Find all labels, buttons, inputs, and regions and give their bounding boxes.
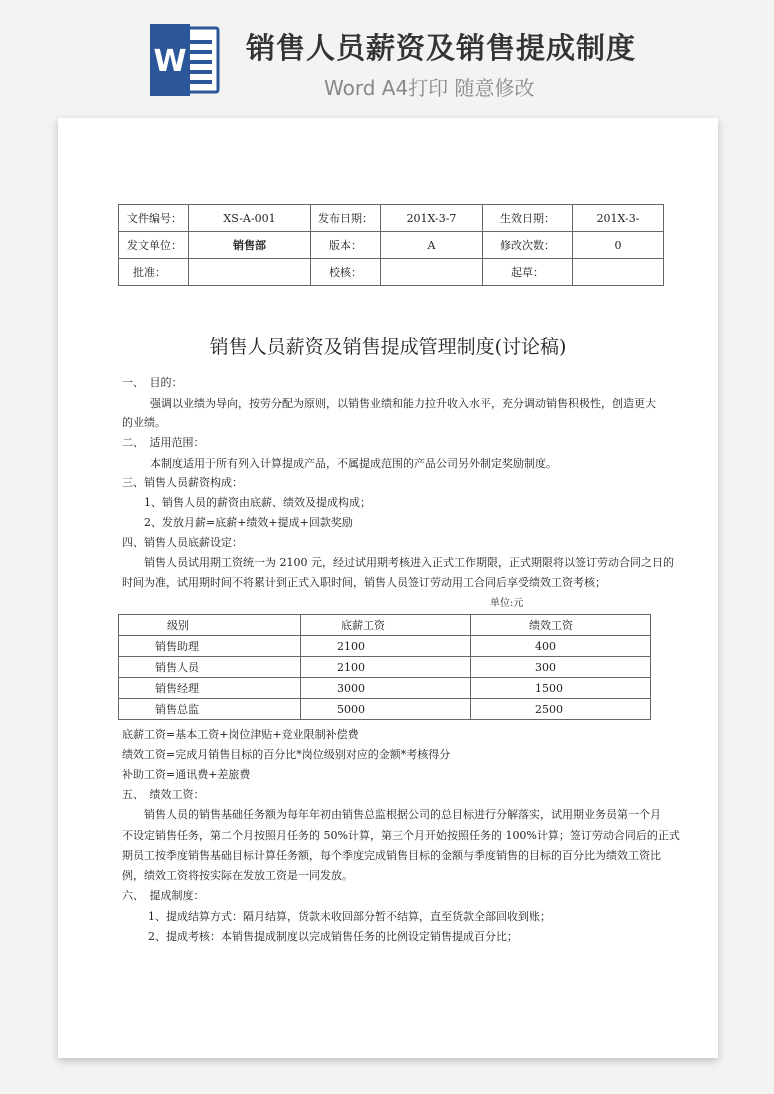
header-subtitle: Word A4打印 随意修改 [324, 76, 535, 100]
table-header: 级别 [119, 615, 301, 636]
document-info-table [118, 204, 664, 286]
paragraph-line: 本制度适用于所有列入计算提成产品，不属提成范围的产品公司另外制定奖励制度。 [150, 457, 557, 470]
paragraph-line: 强调以业绩为导向，按劳分配为原则，以销售业绩和能力拉升收入水平，充分调动销售积极性，创造更大 [150, 397, 656, 410]
section-heading: 六、 提成制度： [122, 889, 205, 902]
info-cell: A [381, 232, 483, 259]
table-cell: 300 [471, 657, 651, 678]
section-heading: 五、 绩效工资： [122, 788, 205, 801]
info-cell: 校核： [311, 259, 381, 286]
list-item: 2、发放月薪=底薪+绩效+提成+回款奖励 [144, 516, 353, 529]
paragraph-line: 销售人员试用期工资统一为 2100 元，经过试用期考核进入正式工作期限，正式期限将以签订劳动合同之日的 [144, 556, 674, 569]
paragraph-line: 的业绩。 [122, 416, 166, 429]
info-cell [189, 259, 311, 286]
table-cell: 400 [471, 636, 651, 657]
info-row [119, 232, 664, 259]
svg-text:W: W [153, 44, 187, 79]
section-heading: 三、销售人员薪资构成： [122, 476, 243, 489]
info-cell: 起草： [483, 259, 573, 286]
paragraph-line: 时间为准，试用期时间不将累计到正式入职时间，销售人员签订劳动用工合同后享受绩效工资考核； [122, 576, 606, 589]
info-cell: 版本： [311, 232, 381, 259]
info-cell: 批准： [119, 259, 189, 286]
info-cell: XS-A-001 [189, 205, 311, 232]
table-cell: 销售总监 [119, 699, 301, 720]
list-item: 1、销售人员的薪资由底薪、绩效及提成构成； [144, 496, 371, 509]
table-cell: 2100 [301, 636, 471, 657]
info-cell: 修改次数： [483, 232, 573, 259]
paragraph-line: 不设定销售任务，第二个月按照月任务的 50%计算，第三个月开始按照任务的 100%计算；签订劳动合同后的正式 [122, 829, 680, 842]
salary-grade-table [118, 614, 651, 720]
table-cell: 销售经理 [119, 678, 301, 699]
info-cell [573, 259, 664, 286]
formula-line: 底薪工资=基本工资+岗位津贴+竞业限制补偿费 [122, 728, 359, 741]
table-row [119, 636, 651, 657]
info-cell: 发布日期： [311, 205, 381, 232]
table-cell: 销售助理 [119, 636, 301, 657]
paragraph-line: 例，绩效工资将按实际在发放工资是一同发放。 [122, 869, 353, 882]
info-cell [381, 259, 483, 286]
table-header: 底薪工资 [301, 615, 471, 636]
info-row [119, 259, 664, 286]
table-cell: 2100 [301, 657, 471, 678]
table-row [119, 699, 651, 720]
info-cell: 发文单位： [119, 232, 189, 259]
section-heading: 一、 目的： [122, 376, 183, 389]
info-cell: 销售部 [189, 232, 311, 259]
table-row [119, 657, 651, 678]
info-cell: 文件编号： [119, 205, 189, 232]
unit-label: 单位:元 [490, 598, 524, 609]
info-cell: 生效日期： [483, 205, 573, 232]
info-row [119, 205, 664, 232]
section-heading: 四、销售人员底薪设定： [122, 536, 243, 549]
table-cell: 3000 [301, 678, 471, 699]
paragraph-line: 期员工按季度销售基础目标计算任务额，每个季度完成销售目标的金额与季度销售的目标的百分比为绩效工资比 [122, 849, 661, 862]
table-row [119, 678, 651, 699]
formula-line: 补助工资=通讯费+差旅费 [122, 768, 251, 781]
section-heading: 二、 适用范围： [122, 436, 205, 449]
info-cell: 0 [573, 232, 664, 259]
table-header: 绩效工资 [471, 615, 651, 636]
formula-line: 绩效工资=完成月销售目标的百分比*岗位级别对应的金额*考核得分 [122, 748, 451, 761]
word-document-icon [150, 24, 220, 96]
info-cell: 201X-3- [573, 205, 664, 232]
header-title: 销售人员薪资及销售提成制度 [246, 31, 637, 65]
table-header-row [119, 615, 651, 636]
page-header [0, 0, 774, 110]
paragraph-line: 销售人员的销售基础任务额为每年年初由销售总监根据公司的总目标进行分解落实，试用期业务员第一个月 [144, 808, 661, 821]
table-cell: 5000 [301, 699, 471, 720]
list-item: 1、提成结算方式：隔月结算，货款未收回部分暂不结算，直至货款全部回收到账； [148, 910, 551, 923]
table-cell: 1500 [471, 678, 651, 699]
table-cell: 2500 [471, 699, 651, 720]
info-cell: 201X-3-7 [381, 205, 483, 232]
list-item: 2、提成考核：本销售提成制度以完成销售任务的比例设定销售提成百分比； [148, 930, 518, 943]
document-page [58, 118, 718, 1058]
document-title: 销售人员薪资及销售提成管理制度(讨论稿) [209, 336, 567, 358]
table-cell: 销售人员 [119, 657, 301, 678]
